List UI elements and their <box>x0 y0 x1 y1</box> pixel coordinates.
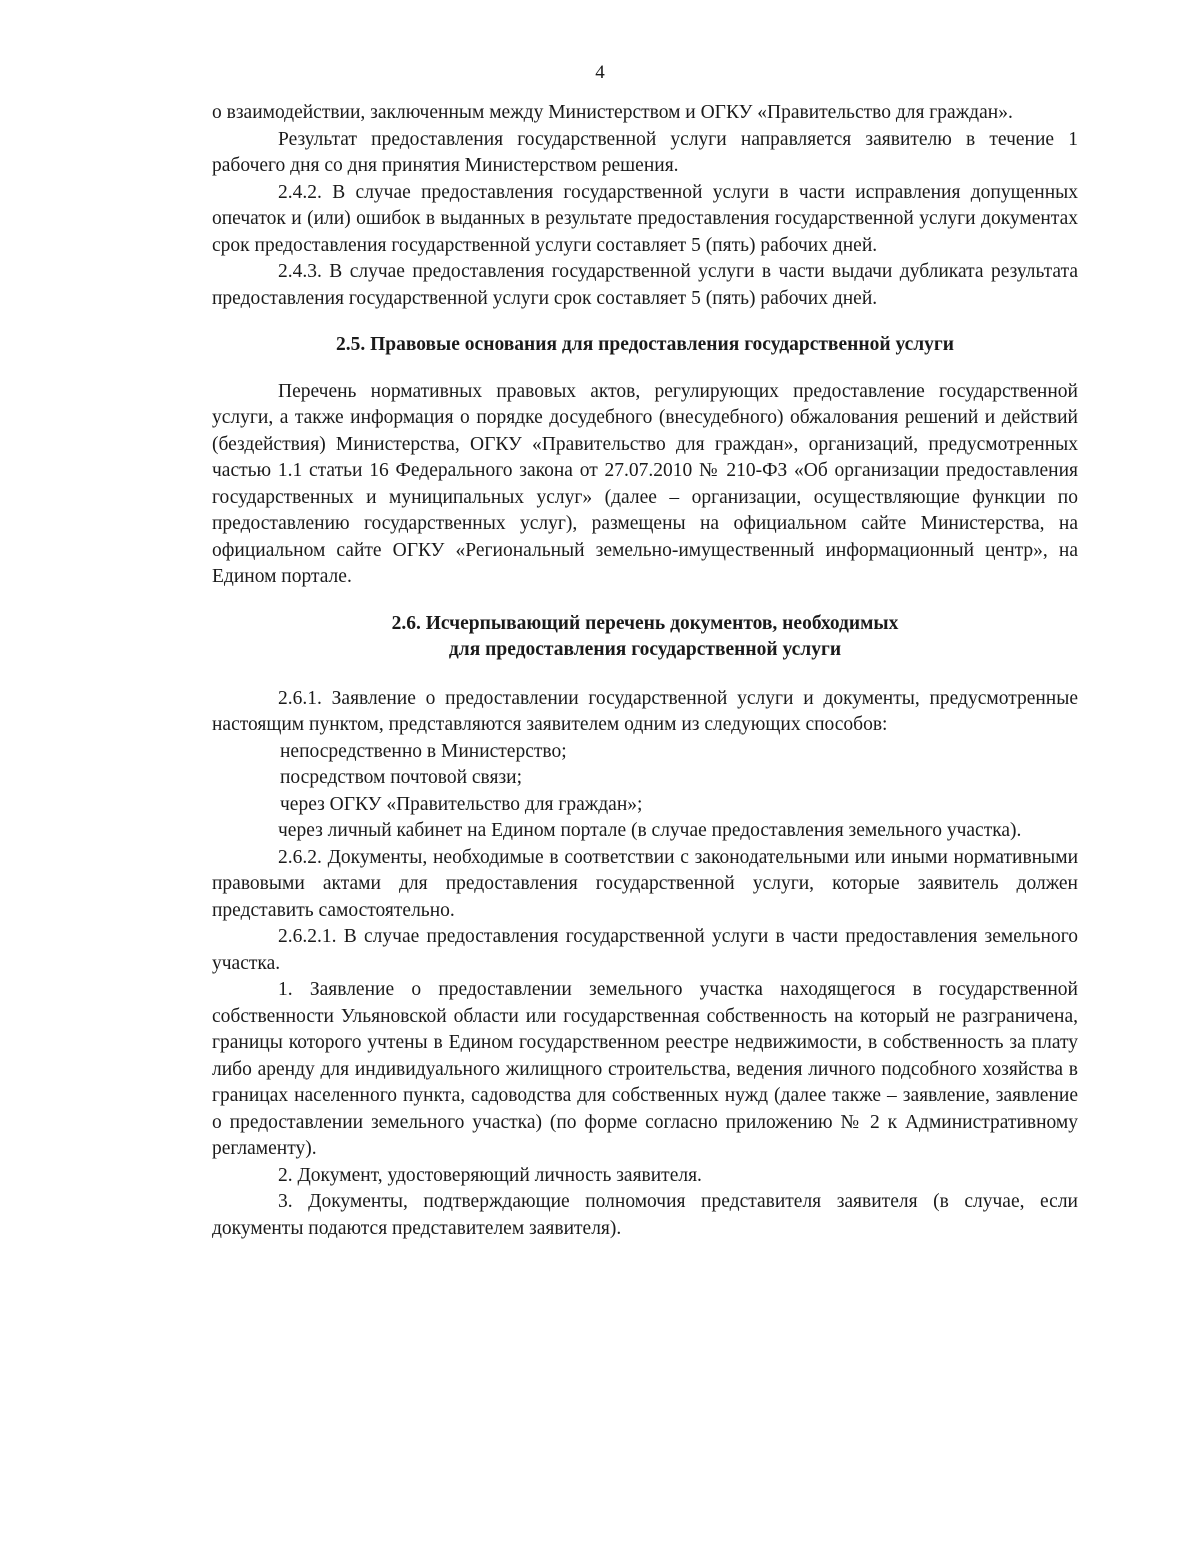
paragraph: через личный кабинет на Едином портале (в случае предоставления земельного участка). <box>278 820 1022 841</box>
list-item: через ОГКУ «Правительство для граждан»; <box>280 793 643 815</box>
paragraph: Перечень нормативных правовых актов, регулирующих предоставление государственной услуги, а также информация о порядке досудебного (внесудебного) обжалования решений и действий (бездействия) Министерства, ОГКУ «Правительство для граждан», организаций, предусмотренных частью 1.1 статьи 16 Федерального закона от 27.07.2010 № 210-ФЗ «Об организации предоставления государственных и муниципальных услуг» (далее – организации, осуществляющие функции по предоставлению государственных услуг), размещены на официальном сайте Министерства, на официальном сайте ОГКУ «Региональный земельно-имущественный информационный центр», на Едином портале. <box>212 380 1078 587</box>
paragraph: 2.4.2. В случае предоставления государственной услуги в части исправления допущенных опечаток и (или) ошибок в выданных в результате предоставления государственной услуги документах срок предоставления государственной услуги составляет 5 (пять) рабочих дней. <box>212 181 1078 256</box>
paragraph: о взаимодействии, заключенным между Министерством и ОГКУ «Правительство для граждан». <box>212 102 1013 123</box>
paragraph: 2.6.1. Заявление о предоставлении государственной услуги и документы, предусмотренные настоящим пунктом, представляются заявителем одним из следующих способов: <box>212 687 1078 735</box>
section-heading-2-5: 2.5. Правовые основания для предоставления государственной услуги <box>335 334 955 355</box>
list-item: посредством почтовой связи; <box>280 767 523 788</box>
page-number: 4 <box>595 62 605 83</box>
section-heading-line: для предоставления государственной услуги <box>448 639 842 660</box>
paragraph: Результат предоставления государственной услуги направляется заявителю в течение 1 рабочего дня со дня принятия Министерством решения. <box>212 128 1078 176</box>
paragraph: 2. Документ, удостоверяющий личность заявителя. <box>278 1164 702 1186</box>
paragraph: 3. Документы, подтверждающие полномочия представителя заявителя (в случае, если документы подаются представителем заявителя). <box>212 1191 1078 1239</box>
section-heading-2-6 <box>212 611 1078 664</box>
paragraph: 2.6.2.1. В случае предоставления государственной услуги в части предоставления земельного участка. <box>212 926 1078 974</box>
list-item: непосредственно в Министерство; <box>280 740 567 762</box>
paragraph: 1. Заявление о предоставлении земельного участка находящегося в государственной собственности Ульяновской области или государственная собственность на который не разграничена, границы которого учтены в Едином государственном реестре недвижимости, в собственность за плату либо аренду для индивидуального жилищного строительства, ведения личного подсобного хозяйства в границах населенного пункта, садоводства для собственных нужд (далее также – заявление, заявление о предоставлении земельного участка) (по форме согласно приложению № 2 к Административному регламенту). <box>212 979 1078 1159</box>
paragraph: 2.6.2. Документы, необходимые в соответствии с законодательными или иными нормативными правовыми актами для предоставления государственной услуги, которые заявитель должен представить самостоятельно. <box>212 846 1078 921</box>
document-body <box>212 100 1078 1242</box>
paragraph: 2.4.3. В случае предоставления государственной услуги в части выдачи дубликата результата предоставления государственной услуги срок составляет 5 (пять) рабочих дней. <box>212 261 1078 309</box>
section-heading-line: 2.6. Исчерпывающий перечень документов, необходимых <box>391 612 899 634</box>
